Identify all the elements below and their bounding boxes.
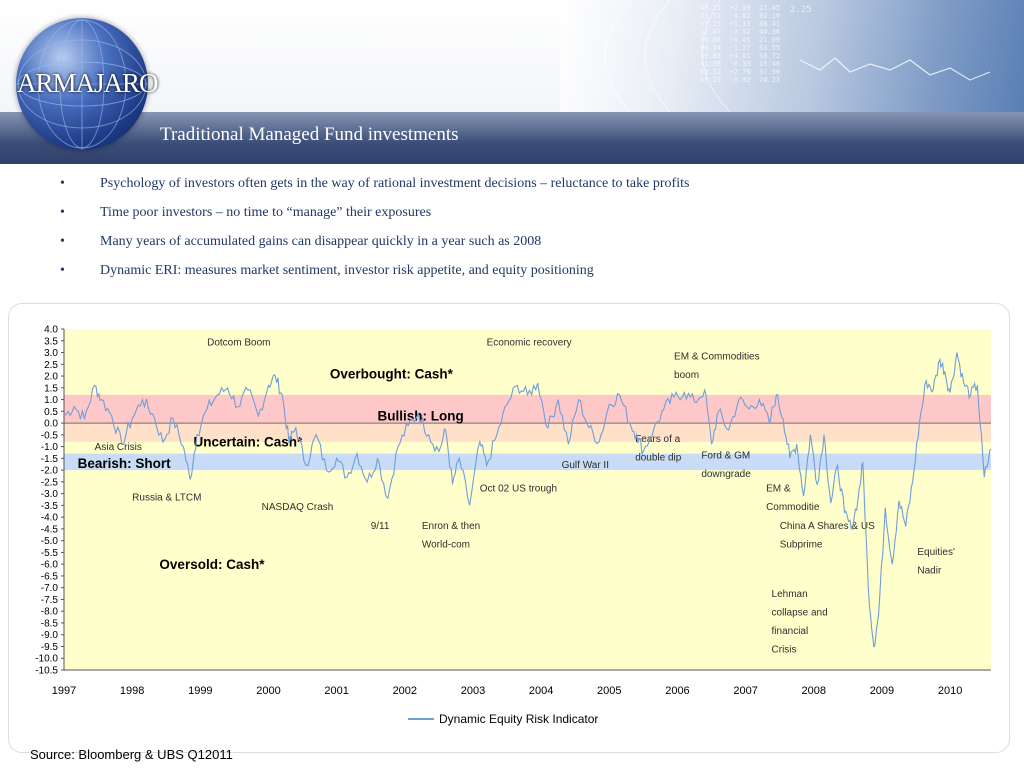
annotation: financial — [771, 626, 809, 638]
annotation: Dotcom Boom — [207, 337, 271, 349]
x-tick-label: 2000 — [256, 685, 281, 697]
y-tick-label: 0.5 — [44, 406, 58, 418]
x-tick-label: 2003 — [460, 685, 486, 697]
annotation: Commoditie — [766, 501, 820, 513]
x-tick-label: 2004 — [528, 685, 554, 697]
x-tick-label: 2005 — [597, 685, 622, 697]
annotation: downgrade — [701, 468, 751, 480]
annotation: Economic recovery — [486, 337, 572, 349]
y-tick-label: 4.0 — [44, 324, 58, 336]
annotation: collapse and — [771, 607, 828, 619]
x-tick-label: 1999 — [188, 685, 213, 697]
zone-bearish — [64, 454, 991, 470]
zone-label: Bearish: Short — [77, 455, 171, 471]
bullet-marker: • — [60, 176, 65, 191]
y-tick-label: -9.5 — [40, 641, 58, 653]
y-tick-label: -1.5 — [40, 453, 58, 465]
annotation: Asia Crisis — [94, 442, 142, 454]
legend-label: Dynamic Equity Risk Indicator — [439, 712, 599, 726]
y-tick-label: -4.5 — [40, 524, 58, 536]
y-tick-label: -2.0 — [40, 465, 58, 477]
y-tick-label: 3.0 — [44, 348, 58, 360]
annotation: Fears of a — [635, 433, 681, 445]
y-tick-label: -7.0 — [40, 583, 58, 595]
y-tick-label: -10.5 — [35, 665, 58, 677]
x-tick-label: 2006 — [665, 685, 690, 697]
annotation: Crisis — [771, 644, 797, 656]
y-tick-label: -3.0 — [40, 489, 58, 501]
zone-label: Bullish: Long — [377, 408, 464, 424]
annotation: Enron & then — [421, 520, 481, 532]
zone-label: Oversold: Cash* — [159, 556, 265, 572]
bullet-marker: • — [60, 205, 65, 220]
y-tick-label: 2.5 — [44, 359, 58, 371]
y-tick-label: -3.5 — [40, 500, 58, 512]
x-tick-label: 1997 — [51, 685, 77, 697]
y-tick-label: 2.0 — [44, 371, 58, 383]
ticker-digits: 48.21 +2.09 17.45 33.91 -0.82 92.10 57.25 +1.13 88.41 12.07 -3.52 44.36 76.88 +0.45 21.09 90.14 -1.27 63.55 29.63 +4.01 58.72 41.36 -0.33 15.48 83.52 +2.76 37.90 65.19 -0.92 74.23 — [700, 4, 781, 84]
bullet-marker: • — [60, 263, 65, 278]
x-tick-label: 2010 — [937, 685, 963, 697]
annotation: World-com — [421, 539, 471, 551]
banner-value: 2.25 — [790, 5, 812, 15]
annotation: EM & — [766, 483, 791, 495]
y-tick-label: -7.5 — [40, 594, 58, 606]
slide-title: Traditional Managed Fund investments — [160, 124, 459, 145]
zone-label: Uncertain: Cash* — [193, 434, 303, 450]
annotation: EM & Commodities — [674, 351, 760, 363]
annotation: boom — [674, 370, 700, 382]
bullet-text: Time poor investors – no time to “manage” their exposures — [100, 205, 432, 220]
y-tick-label: 0.0 — [44, 418, 58, 430]
annotation: Lehman — [771, 589, 808, 601]
x-tick-label: 2002 — [392, 685, 418, 697]
x-tick-label: 2008 — [801, 685, 827, 697]
annotation: Russia & LTCM — [132, 492, 202, 504]
annotation: Nadir — [917, 565, 942, 577]
x-tick-label: 2009 — [869, 685, 895, 697]
y-tick-label: -10.0 — [35, 653, 58, 665]
y-tick-label: -5.0 — [40, 536, 58, 548]
annotation: Gulf War II — [561, 459, 610, 471]
annotation: NASDAQ Crash — [261, 502, 334, 514]
y-tick-label: -9.0 — [40, 630, 58, 642]
x-tick-label: 2001 — [324, 685, 349, 697]
annotation: Equities' — [917, 546, 955, 558]
source-note: Source: Bloomberg & UBS Q12011 — [30, 747, 233, 762]
y-tick-label: 1.5 — [44, 383, 58, 395]
annotation: Subprime — [779, 539, 823, 551]
y-tick-label: -8.0 — [40, 606, 58, 618]
y-tick-label: -1.0 — [40, 442, 58, 454]
y-tick-label: -6.0 — [40, 559, 58, 571]
y-tick-label: -4.0 — [40, 512, 58, 524]
annotation: double dip — [635, 452, 682, 464]
zone-label: Overbought: Cash* — [329, 366, 453, 382]
annotation: Ford & GM — [701, 450, 751, 462]
y-tick-label: -2.5 — [40, 477, 58, 489]
y-tick-label: 1.0 — [44, 395, 58, 407]
bullet-text: Psychology of investors often gets in the way of rational investment decisions – reluctance to take profits — [100, 176, 690, 191]
x-tick-label: 2007 — [733, 685, 758, 697]
annotation: Oct 02 US trough — [479, 483, 558, 495]
y-tick-label: -0.5 — [40, 430, 58, 442]
y-tick-label: 3.5 — [44, 336, 58, 348]
plot-background — [64, 329, 991, 670]
bullet-text: Dynamic ERI: measures market sentiment, investor risk appetite, and equity positioning — [100, 263, 594, 278]
bullet-text: Many years of accumulated gains can disappear quickly in a year such as 2008 — [100, 234, 542, 249]
x-tick-label: 1998 — [119, 685, 145, 697]
bullet-marker: • — [60, 234, 65, 249]
y-tick-label: -6.5 — [40, 571, 58, 583]
y-tick-label: -5.5 — [40, 547, 58, 559]
annotation: 9/11 — [370, 520, 390, 532]
logo-text: ARMAJARO — [17, 68, 158, 98]
y-tick-label: -8.5 — [40, 618, 58, 630]
annotation: China A Shares & US — [779, 520, 875, 532]
